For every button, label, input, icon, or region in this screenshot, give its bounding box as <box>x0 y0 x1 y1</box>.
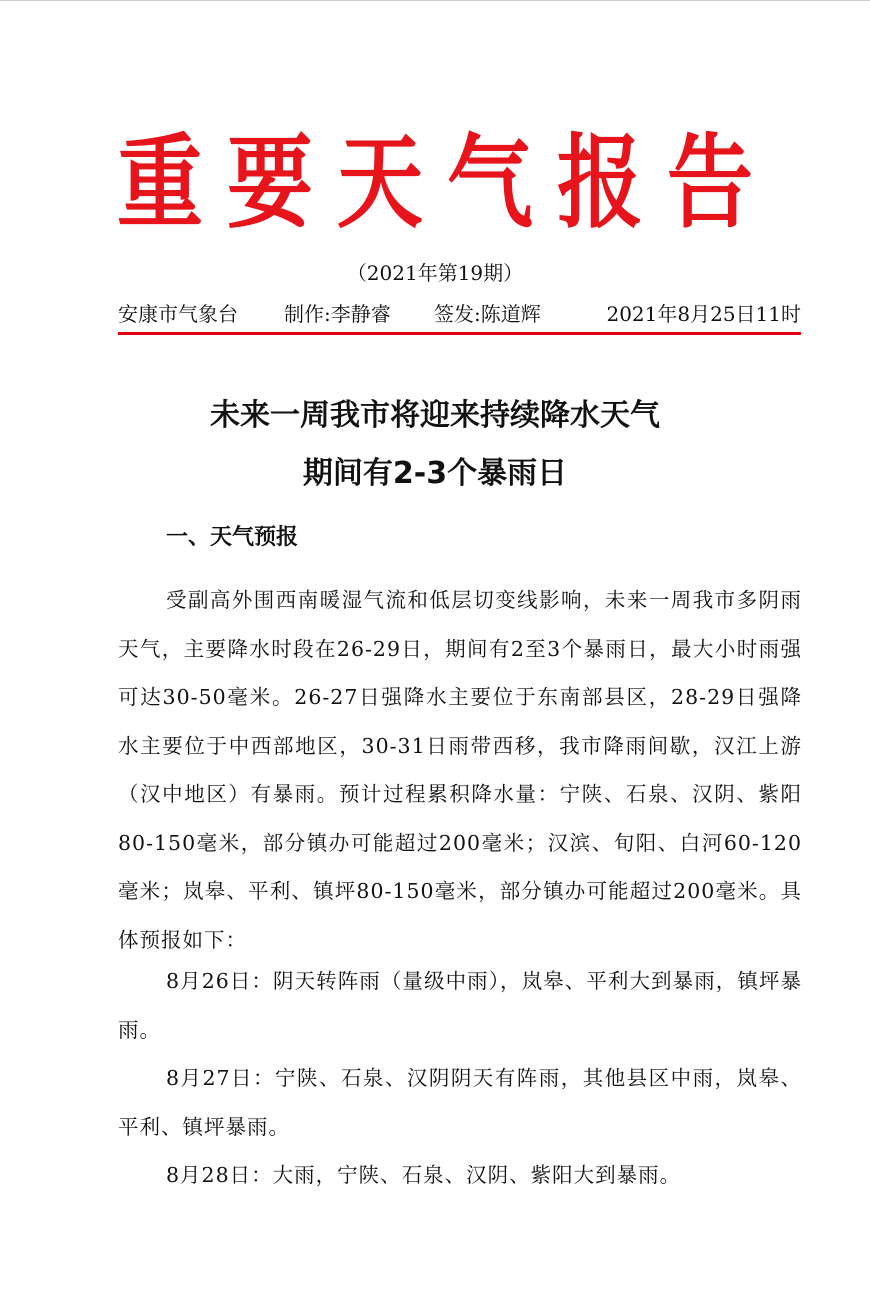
paragraph-aug-26: 8月26日：阴天转阵雨（量级中雨），岚皋、平利大到暴雨，镇坪暴雨。 <box>118 969 802 1042</box>
headline-line-1: 未来一周我市将迎来持续降水天气 <box>210 398 660 433</box>
paragraph-aug-28: 8月28日：大雨，宁陕、石泉、汉阴、紫阳大到暴雨。 <box>166 1163 682 1187</box>
maker-name: 制作:李静睿 <box>284 302 391 326</box>
paragraph-aug-27: 8月27日：宁陕、石泉、汉阴阴天有阵雨，其他县区中雨，岚皋、平利、镇坪暴雨。 <box>118 1066 802 1139</box>
issue-datetime: 2021年8月25日11时 <box>606 302 801 326</box>
header-red-rule <box>118 332 801 335</box>
signer-name: 签发:陈道辉 <box>434 302 541 326</box>
issue-number: （2021年第19期） <box>346 261 524 285</box>
report-masthead-title: 重要天气报告 <box>117 123 777 243</box>
report-meta-row <box>118 299 801 329</box>
section-heading-forecast: 一、天气预报 <box>166 525 299 550</box>
paragraph-overview: 受副高外围西南暖湿气流和低层切变线影响，未来一周我市多阴雨天气，主要降水时段在26-29日，期间有2至3个暴雨日，最大小时雨强可达30-50毫米。26-27日强降水主要位于东南部县区，28-29日强降水主要位于中西部地区，30-31日雨带西移，我市降雨间歇，汉江上游（汉中地区）有暴雨。预计过程累积降水量：宁陕、石泉、汉阴、紫阳80-150毫米，部分镇办可能超过200毫米；汉滨、旬阳、白河60-120毫米；岚皋、平利、镇坪80-150毫米，部分镇办可能超过200毫米。具体预报如下： <box>118 588 802 952</box>
headline-line-2: 期间有2-3个暴雨日 <box>302 456 568 491</box>
issuer-unit: 安康市气象台 <box>118 302 238 326</box>
